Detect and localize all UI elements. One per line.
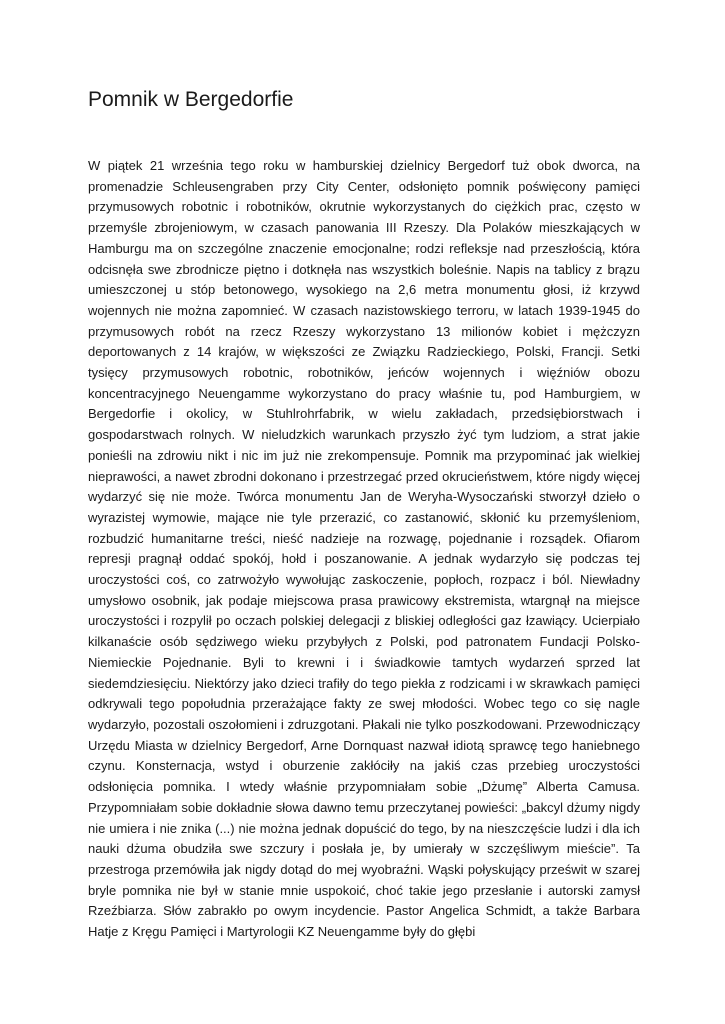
page-title: Pomnik w Bergedorfie: [88, 88, 294, 111]
body-paragraph: W piątek 21 września tego roku w hamburskiej dzielnicy Bergedorf tuż obok dworca, na promenadzie Schleusengraben przy City Center, odsłonięto pomnik poświęcony pamięci przymusowych robotnic i robotników, okrutnie wykorzystanych do ciężkich prac, często w przemyśle zbrojeniowym, w czasach panowania III Rzeszy. Dla Polaków mieszkających w Hamburgu ma on szczególne znaczenie emocjonalne; rodzi refleksje nad przeszłością, która odcisnęła swe zbrodnicze piętno i dotknęła nas wszystkich boleśnie. Napis na tablicy z brązu umieszczonej u stóp betonowego, wysokiego na 2,6 metra monumentu głosi, iż krzywd wojennych nie można zapomnieć. W czasach nazistowskiego terroru, w latach 1939-1945 do przymusowych robót na rzecz Rzeszy wykorzystano 13 milionów kobiet i mężczyzn deportowanych z 14 krajów, w większości ze Związku Radzieckiego, Polski, Francji. Setki tysięcy przymusowych robotnic, robotników, jeńców wojennych i więźniów obozu koncentracyjnego Neuengamme wykorzystano do pracy właśnie tu, pod Hamburgiem, w Bergedorfie i okolicy, w Stuhlrohrfabrik, w wielu zakładach, przedsiębiorstwach i gospodarstwach rolnych. W nieludzkich warunkach przyszło żyć tym ludziom, a strat jakie ponieśli na zdrowiu nikt i nic im już nie zrekompensuje. Pomnik ma przypominać jak wielkiej nieprawości, a nawet zbrodni dokonano i przestrzegać przed okrucieństwem, które nigdy więcej wydarzyć się nie może. Twórca monumentu Jan de Weryha-Wysoczański stworzył dzieło o wyrazistej wymowie, mające nie tyle przerazić, co zastanowić, skłonić ku przemyśleniom, rozbudzić humanitarne treści, nieść nadzieje na rozwagę, pojednanie i rozsądek. Ofiarom represji pragnął oddać spokój, hołd i poszanowanie. A jednak wydarzyło się podczas tej uroczystości coś, co zatrwożyło wywołując zaskoczenie, popłoch, rozpacz i ból. Niewładny umysłowo osobnik, jak podaje miejscowa prasa prawicowy ekstremista, wtargnął na miejsce uroczystości i rozpylił po oczach polskiej delegacji z bliskiej odległości gaz łzawiący. Ucierpiało kilkanaście osób sędziwego wieku przybyłych z Polski, pod patronatem Fundacji Polsko-Niemieckie Pojednanie. Byli to krewni i i świadkowie tamtych wydarzeń sprzed lat siedemdziesięciu. Niektórzy jako dzieci trafiły do tego piekła z rodzicami i w skrawkach pamięci odkrywali tego popołudnia przerażające fakty ze swej młodości. Wobec tego co się nagle wydarzyło, pozostali oszołomieni i zdruzgotani. Płakali nie tylko poszkodowani. Przewodniczący Urzędu Miasta w dzielnicy Bergedorf, Arne Dornquast nazwał idiotą sprawcę tego haniebnego czynu. Konsternacja, wstyd i oburzenie zakłóciły na jakiś czas przebieg uroczystości odsłonięcia pomnika. I wtedy właśnie przypomniałam sobie „Dżumę” Alberta Camusa. Przypomniałam sobie dokładnie słowa dawno temu przeczytanej powieści: „bakcyl dżumy nigdy nie umiera i nie znika (...) nie można jednak dopuścić do tego, by na nieszczęście ludzi i dla ich nauki dżuma obudziła swe szczury i posłała je, by umierały w szczęśliwym mieście”. Ta przestroga przemówiła jak nigdy dotąd do mej wyobraźni. Wąski połyskujący prześwit w szarej bryle pomnika nie był w stanie mnie uspokoić, choć takie jego przesłanie i autorski zamysł Rzeźbiarza. Słów zabrakło po owym incydencie. Pastor Angelica Schmidt, a także Barbara Hatje z Kręgu Pamięci i Martyrologii KZ Neuengamme były do głębi: [88, 158, 640, 940]
